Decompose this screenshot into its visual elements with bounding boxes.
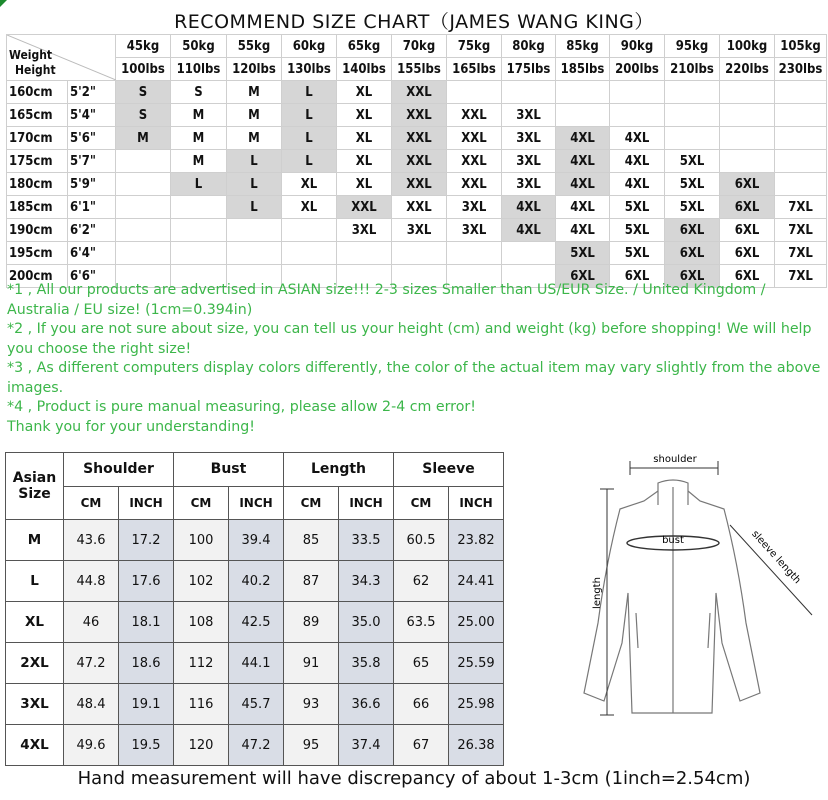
size-cell	[665, 127, 720, 150]
size-cell	[556, 104, 610, 127]
size-cell: M	[227, 104, 282, 127]
size-cell: 5XL	[665, 173, 720, 196]
weight-kg-header: 70kg	[392, 35, 447, 58]
measure-value: 44.1	[229, 643, 284, 684]
sleeve-line	[730, 525, 812, 615]
weight-kg-header: 50kg	[171, 35, 227, 58]
height-cm: 180cm	[7, 173, 68, 196]
measurement-table	[5, 452, 504, 766]
measure-value: 18.1	[119, 602, 174, 643]
weight-kg-header: 45kg	[116, 35, 171, 58]
size-cell: 6XL	[720, 242, 775, 265]
measure-row	[6, 684, 504, 725]
measure-value: 25.00	[449, 602, 504, 643]
size-cell: L	[282, 104, 337, 127]
weight-kg-header: 100kg	[720, 35, 775, 58]
size-cell: XXL	[392, 173, 447, 196]
size-cell: XL	[337, 150, 392, 173]
size-cell: 5XL	[665, 196, 720, 219]
weight-kg-header: 75kg	[447, 35, 502, 58]
measure-row	[6, 725, 504, 766]
size-cell: L	[282, 150, 337, 173]
size-cell	[337, 242, 392, 265]
size-cell	[502, 242, 556, 265]
sleeve-label: sleeve length	[749, 528, 803, 587]
measure-value: 108	[174, 602, 229, 643]
size-cell: 3XL	[337, 219, 392, 242]
size-cell: 5XL	[665, 150, 720, 173]
measure-value: 49.6	[64, 725, 119, 766]
measure-value: 25.59	[449, 643, 504, 684]
notes-block	[7, 281, 825, 437]
size-cell	[775, 173, 827, 196]
measure-value: 116	[174, 684, 229, 725]
measure-group-header: Length	[284, 453, 394, 487]
size-cell: 4XL	[502, 219, 556, 242]
note-line: *4 , Product is pure manual measuring, please allow 2-4 cm error!	[7, 399, 476, 415]
size-cell	[447, 81, 502, 104]
size-cell: L	[171, 173, 227, 196]
weight-kg-header: 105kg	[775, 35, 827, 58]
size-cell: 5XL	[610, 219, 665, 242]
size-cell: S	[116, 104, 171, 127]
size-cell: XXL	[447, 104, 502, 127]
size-cell: XXL	[392, 127, 447, 150]
note-line: Thank you for your understanding!	[7, 418, 255, 435]
size-cell: 3XL	[502, 127, 556, 150]
size-cell	[116, 196, 171, 219]
size-cell	[116, 242, 171, 265]
measure-value: 18.6	[119, 643, 174, 684]
measure-value: 19.5	[119, 725, 174, 766]
measure-value: 23.82	[449, 520, 504, 561]
recommend-size-table	[6, 34, 827, 288]
measure-value: 100	[174, 520, 229, 561]
weight-lbs-header: 140lbs	[337, 58, 392, 81]
height-cm: 195cm	[7, 242, 68, 265]
weight-lbs-header: 210lbs	[665, 58, 720, 81]
size-cell: M	[171, 150, 227, 173]
size-cell	[720, 127, 775, 150]
size-cell	[720, 150, 775, 173]
size-cell: XXL	[447, 127, 502, 150]
size-cell: 6XL	[665, 242, 720, 265]
weight-lbs-header: 165lbs	[447, 58, 502, 81]
height-ft: 5'6"	[68, 127, 116, 150]
size-cell: S	[171, 81, 227, 104]
size-cell	[775, 127, 827, 150]
size-cell	[502, 81, 556, 104]
height-ft: 5'4"	[68, 104, 116, 127]
shoulder-label: shoulder	[653, 454, 697, 465]
size-cell: 3XL	[447, 196, 502, 219]
size-cell: XL	[337, 127, 392, 150]
size-cell: 4XL	[556, 196, 610, 219]
weight-kg-header: 80kg	[502, 35, 556, 58]
weight-kg-header: 60kg	[282, 35, 337, 58]
measure-group-header: Shoulder	[64, 453, 174, 487]
measure-value: 102	[174, 561, 229, 602]
weight-lbs-header: 110lbs	[171, 58, 227, 81]
measure-value: 35.8	[339, 643, 394, 684]
weight-kg-header: 90kg	[610, 35, 665, 58]
measure-value: 39.4	[229, 520, 284, 561]
size-cell	[447, 242, 502, 265]
size-cell	[720, 104, 775, 127]
height-ft: 5'9"	[68, 173, 116, 196]
size-cell	[610, 104, 665, 127]
size-cell: 6XL	[610, 265, 665, 288]
measure-row	[6, 643, 504, 684]
weight-height-corner	[7, 35, 116, 81]
size-cell: XXL	[392, 150, 447, 173]
size-cell: XXL	[392, 104, 447, 127]
size-label: M	[6, 520, 64, 561]
size-cell: L	[227, 173, 282, 196]
measure-value: 120	[174, 725, 229, 766]
size-cell: XXL	[392, 81, 447, 104]
unit-header: INCH	[449, 486, 504, 520]
size-cell: 4XL	[502, 196, 556, 219]
size-cell: 6XL	[720, 265, 775, 288]
weight-lbs-header: 120lbs	[227, 58, 282, 81]
unit-header: INCH	[339, 486, 394, 520]
size-cell: 6XL	[665, 265, 720, 288]
height-ft: 6'4"	[68, 242, 116, 265]
measure-value: 60.5	[394, 520, 449, 561]
size-cell	[116, 219, 171, 242]
size-cell: 4XL	[556, 219, 610, 242]
height-cm: 185cm	[7, 196, 68, 219]
measure-value: 37.4	[339, 725, 394, 766]
footer-note: Hand measurement will have discrepancy of about 1-3cm (1inch=2.54cm)	[77, 768, 751, 789]
size-cell	[665, 81, 720, 104]
measure-row	[6, 520, 504, 561]
size-row	[7, 219, 827, 242]
height-axis-label: Height	[15, 63, 56, 77]
size-cell: XL	[337, 81, 392, 104]
size-cell	[171, 219, 227, 242]
size-cell: M	[227, 81, 282, 104]
length-label: length	[592, 577, 603, 609]
height-ft: 6'2"	[68, 219, 116, 242]
measure-value: 44.8	[64, 561, 119, 602]
size-cell	[282, 242, 337, 265]
measure-value: 34.3	[339, 561, 394, 602]
note-line: *1 , All our products are advertised in ASIAN size!!! 2-3 sizes Smaller than US/EUR Size. / United Kingdom / Australia / EU size! (1cm=0.394in)	[7, 282, 766, 318]
measure-value: 47.2	[64, 643, 119, 684]
weight-kg-header: 85kg	[556, 35, 610, 58]
size-cell: 6XL	[720, 173, 775, 196]
measure-value: 43.6	[64, 520, 119, 561]
size-cell: 4XL	[610, 150, 665, 173]
size-label: 3XL	[6, 684, 64, 725]
measure-value: 17.2	[119, 520, 174, 561]
height-cm: 160cm	[7, 81, 68, 104]
height-ft: 5'2"	[68, 81, 116, 104]
size-cell: L	[282, 127, 337, 150]
size-cell	[227, 242, 282, 265]
measure-value: 91	[284, 643, 339, 684]
measure-value: 36.6	[339, 684, 394, 725]
size-cell	[282, 219, 337, 242]
size-cell	[775, 150, 827, 173]
measure-value: 42.5	[229, 602, 284, 643]
measure-value: 67	[394, 725, 449, 766]
size-cell: L	[282, 81, 337, 104]
size-cell: L	[227, 150, 282, 173]
weight-lbs-header: 175lbs	[502, 58, 556, 81]
size-row	[7, 150, 827, 173]
unit-header: CM	[394, 486, 449, 520]
measure-value: 48.4	[64, 684, 119, 725]
size-row	[7, 196, 827, 219]
measure-value: 93	[284, 684, 339, 725]
size-cell: 4XL	[556, 173, 610, 196]
measure-value: 62	[394, 561, 449, 602]
size-cell: 3XL	[392, 219, 447, 242]
unit-header: INCH	[229, 486, 284, 520]
chart-title: RECOMMEND SIZE CHART（JAMES WANG KING）	[174, 11, 654, 33]
size-cell	[171, 196, 227, 219]
height-ft: 5'7"	[68, 150, 116, 173]
measure-group-header: Sleeve	[394, 453, 504, 487]
measure-value: 17.6	[119, 561, 174, 602]
size-row	[7, 127, 827, 150]
weight-lbs-header: 200lbs	[610, 58, 665, 81]
measure-value: 89	[284, 602, 339, 643]
coat-outline-icon	[584, 480, 760, 713]
height-cm: 200cm	[7, 265, 68, 288]
measure-value: 47.2	[229, 725, 284, 766]
size-cell: 5XL	[556, 242, 610, 265]
measure-value: 65	[394, 643, 449, 684]
weight-lbs-header: 185lbs	[556, 58, 610, 81]
height-ft: 6'6"	[68, 265, 116, 288]
size-label: L	[6, 561, 64, 602]
size-cell: 4XL	[610, 173, 665, 196]
height-ft: 6'1"	[68, 196, 116, 219]
size-row	[7, 242, 827, 265]
size-cell: L	[227, 196, 282, 219]
measure-value: 19.1	[119, 684, 174, 725]
weight-lbs-header: 230lbs	[775, 58, 827, 81]
weight-lbs-header: 100lbs	[116, 58, 171, 81]
measure-value: 87	[284, 561, 339, 602]
height-cm: 165cm	[7, 104, 68, 127]
size-cell: M	[171, 104, 227, 127]
note-line: *3 , As different computers display colors differently, the color of the actual item may vary slightly from the above images.	[7, 360, 821, 396]
height-cm: 190cm	[7, 219, 68, 242]
measure-value: 85	[284, 520, 339, 561]
size-cell	[171, 242, 227, 265]
measure-value: 46	[64, 602, 119, 643]
unit-header: CM	[174, 486, 229, 520]
size-cell: XXL	[447, 150, 502, 173]
measure-value: 35.0	[339, 602, 394, 643]
size-cell: M	[227, 127, 282, 150]
measure-value: 45.7	[229, 684, 284, 725]
measure-value: 40.2	[229, 561, 284, 602]
measure-value: 66	[394, 684, 449, 725]
measure-group-header: Bust	[174, 453, 284, 487]
height-cm: 170cm	[7, 127, 68, 150]
size-cell: XL	[337, 104, 392, 127]
size-cell	[116, 173, 171, 196]
size-cell: M	[171, 127, 227, 150]
height-cm: 175cm	[7, 150, 68, 173]
size-cell: 6XL	[720, 219, 775, 242]
size-cell	[116, 150, 171, 173]
size-cell: 3XL	[502, 150, 556, 173]
size-row	[7, 104, 827, 127]
measure-value: 33.5	[339, 520, 394, 561]
measure-value: 112	[174, 643, 229, 684]
size-cell: 7XL	[775, 219, 827, 242]
note-line: *2 , If you are not sure about size, you can tell us your height (cm) and weight (kg) before shopping! We will help you choose the right size!	[7, 321, 812, 357]
size-cell	[665, 104, 720, 127]
measure-value: 25.98	[449, 684, 504, 725]
size-cell: 4XL	[610, 127, 665, 150]
weight-lbs-header: 155lbs	[392, 58, 447, 81]
weight-lbs-header: 130lbs	[282, 58, 337, 81]
size-cell: 4XL	[556, 150, 610, 173]
coat-diagram	[560, 443, 823, 733]
size-cell: XXL	[392, 196, 447, 219]
size-cell: 6XL	[665, 219, 720, 242]
measure-value: 63.5	[394, 602, 449, 643]
size-cell	[610, 81, 665, 104]
weight-kg-header: 65kg	[337, 35, 392, 58]
size-cell: XL	[337, 173, 392, 196]
size-cell: 7XL	[775, 242, 827, 265]
size-cell	[227, 219, 282, 242]
size-row	[7, 173, 827, 196]
size-cell	[556, 81, 610, 104]
size-label: 2XL	[6, 643, 64, 684]
weight-axis-label: Weight	[9, 48, 53, 62]
weight-kg-header: 55kg	[227, 35, 282, 58]
weight-kg-header: 95kg	[665, 35, 720, 58]
bust-label: bust	[662, 535, 684, 546]
size-cell: 3XL	[502, 104, 556, 127]
unit-header: INCH	[119, 486, 174, 520]
size-cell: M	[116, 127, 171, 150]
size-cell: 6XL	[720, 196, 775, 219]
measure-value: 24.41	[449, 561, 504, 602]
size-cell	[775, 104, 827, 127]
size-cell: 3XL	[447, 219, 502, 242]
size-row	[7, 81, 827, 104]
asian-size-header: Asian Size	[6, 453, 64, 520]
size-cell: 7XL	[775, 265, 827, 288]
size-cell: 3XL	[502, 173, 556, 196]
size-cell: S	[116, 81, 171, 104]
measure-row	[6, 602, 504, 643]
unit-header: CM	[284, 486, 339, 520]
size-cell	[775, 81, 827, 104]
size-cell	[720, 81, 775, 104]
size-cell: 4XL	[556, 127, 610, 150]
unit-header: CM	[64, 486, 119, 520]
size-cell: 7XL	[775, 196, 827, 219]
size-cell: 5XL	[610, 196, 665, 219]
weight-lbs-header: 220lbs	[720, 58, 775, 81]
measure-row	[6, 561, 504, 602]
measure-value: 95	[284, 725, 339, 766]
size-cell: 5XL	[610, 242, 665, 265]
size-cell: XL	[282, 196, 337, 219]
size-label: 4XL	[6, 725, 64, 766]
measure-value: 26.38	[449, 725, 504, 766]
corner-marker	[0, 0, 7, 7]
size-cell: 6XL	[556, 265, 610, 288]
size-cell: XL	[282, 173, 337, 196]
size-cell	[392, 242, 447, 265]
size-cell: XXL	[337, 196, 392, 219]
size-label: XL	[6, 602, 64, 643]
size-cell: XXL	[447, 173, 502, 196]
